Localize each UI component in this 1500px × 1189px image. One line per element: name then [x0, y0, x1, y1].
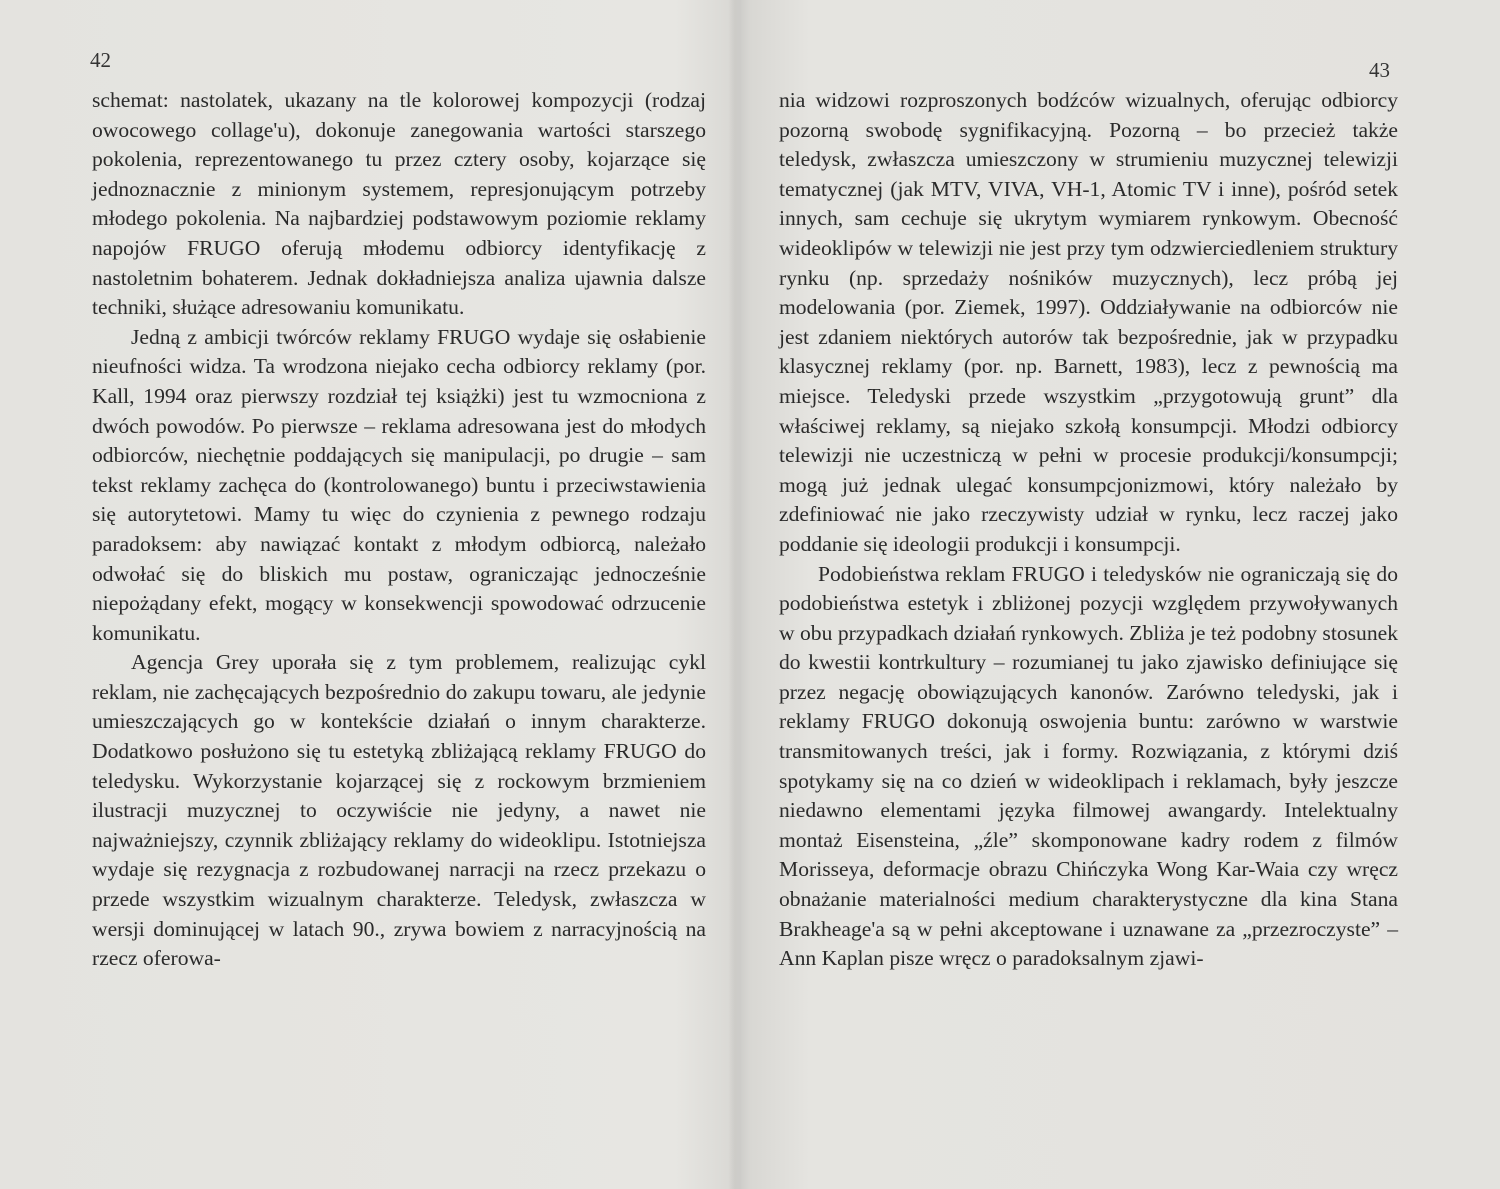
page-number-right: 43 — [1369, 58, 1390, 82]
page-number-left: 42 — [90, 48, 111, 72]
paragraph: Agencja Grey uporała się z tym problemem, realizując cykl reklam, nie zachęcających bezpośrednio do zakupu towaru, ale jedynie umieszczających go w kontekście działań o innym charakterze. Dodatkowo posłużono się tu estetyką zbliżającą reklamy FRUGO do teledysku. Wykorzystanie kojarzącej się z rockowym brzmieniem ilustracji muzycznej to oczywiście nie jedyny, a nawet nie najważniejszy, czynnik zbliżający reklamy do wideoklipu. Istotniejsza wydaje się rezygnacja z rozbudowanej narracji na rzecz przekazu o przede wszystkim wizualnym charakterze. Teledysk, zwłaszcza w wersji dominującej w latach 90., zrywa bowiem z narracyjnością na rzecz oferowa- — [92, 650, 706, 971]
left-page-text — [92, 86, 706, 974]
paragraph: nia widzowi rozproszonych bodźców wizualnych, oferując odbiorcy pozorną swobodę sygnifikacyjną. Pozorną – bo przecież także teledysk, zwłaszcza umieszczony w strumieniu muzycznej telewizji tematycznej (jak MTV, VIVA, VH-1, Atomic TV i inne), pośród setek innych, sam cechuje się ukrytym wymiarem rynkowym. Obecność wideoklipów w telewizji nie jest przy tym odzwierciedleniem struktury rynku (np. sprzedaży nośników muzycznych), lecz próbą jej modelowania (por. Ziemek, 1997). Oddziaływanie na odbiorców nie jest zdaniem niektórych autorów tak bezpośrednie, jak w przypadku klasycznej reklamy (por. np. Barnett, 1983), lecz z pewnością ma miejsce. Teledyski przede wszystkim „przygotowują grunt” dla właściwej reklamy, są niejako szkołą konsumpcji. Młodzi odbiorcy telewizji nie uczestniczą w pełni w procesie produkcji/konsumpcji; mogą już jednak ulegać konsumpcjonizmowi, który należało by zdefiniować nie jako rzeczywisty udział w rynku, lecz raczej jako poddanie się ideologii produkcji i konsumpcji. — [779, 88, 1398, 556]
left-page — [0, 0, 740, 1189]
right-page-text — [779, 86, 1398, 974]
right-page — [742, 0, 1500, 1189]
paragraph: schemat: nastolatek, ukazany na tle kolorowej kompozycji (rodzaj owocowego collage'u), dokonuje zanegowania wartości starszego pokolenia, reprezentowanego tu przez cztery osoby, kojarzące się jednoznacznie z minionym systemem, represjonującym potrzeby młodego pokolenia. Na najbardziej podstawowym poziomie reklamy napojów FRUGO oferują młodemu odbiorcy identyfikację z nastoletnim bohaterem. Jednak dokładniejsza analiza ujawnia dalsze techniki, służące adresowaniu komunikatu. — [92, 88, 706, 320]
paragraph: Podobieństwa reklam FRUGO i teledysków nie ograniczają się do podobieństwa estetyk i zbliżonej pozycji względem przywoływanych w obu przypadkach działań rynkowych. Zbliża je też podobny stosunek do kwestii kontrkultury – rozumianej tu jako zjawisko definiujące się przez negację obowiązujących kanonów. Zarówno teledyski, jak i reklamy FRUGO dokonują oswojenia buntu: zarówno w warstwie transmitowanych treści, jak i formy. Rozwiązania, z którymi dziś spotykamy się na co dzień w wideoklipach i reklamach, były jeszcze niedawno elementami języka filmowej awangardy. Intelektualny montaż Eisensteina, „źle” skomponowane kadry rodem z filmów Morisseya, deformacje obrazu Chińczyka Wong Kar-Waia czy wręcz obnażanie materialności medium charakterystyczne dla kina Stana Brakheage'a są w pełni akceptowane i uznawane za „przezroczyste” – Ann Kaplan pisze wręcz o paradoksalnym zjawi- — [779, 561, 1398, 971]
paragraph: Jedną z ambicji twórców reklamy FRUGO wydaje się osłabienie nieufności widza. Ta wrodzona niejako cecha odbiorcy reklamy (por. Kall, 1994 oraz pierwszy rozdział tej książki) jest tu wzmocniona z dwóch powodów. Po pierwsze – reklama adresowana jest do młodych odbiorców, niechętnie poddających się manipulacji, po drugie – sam tekst reklamy zachęca do (kontrolowanego) buntu i przeciwstawienia się autorytetowi. Mamy tu więc do czynienia z pewnego rodzaju paradoksem: aby nawiązać kontakt z młodym odbiorcą, należało odwołać się do bliskich mu postaw, ograniczając jednocześnie niepożądany efekt, mogący w konsekwencji spowodować odrzucenie komunikatu. — [92, 324, 706, 645]
